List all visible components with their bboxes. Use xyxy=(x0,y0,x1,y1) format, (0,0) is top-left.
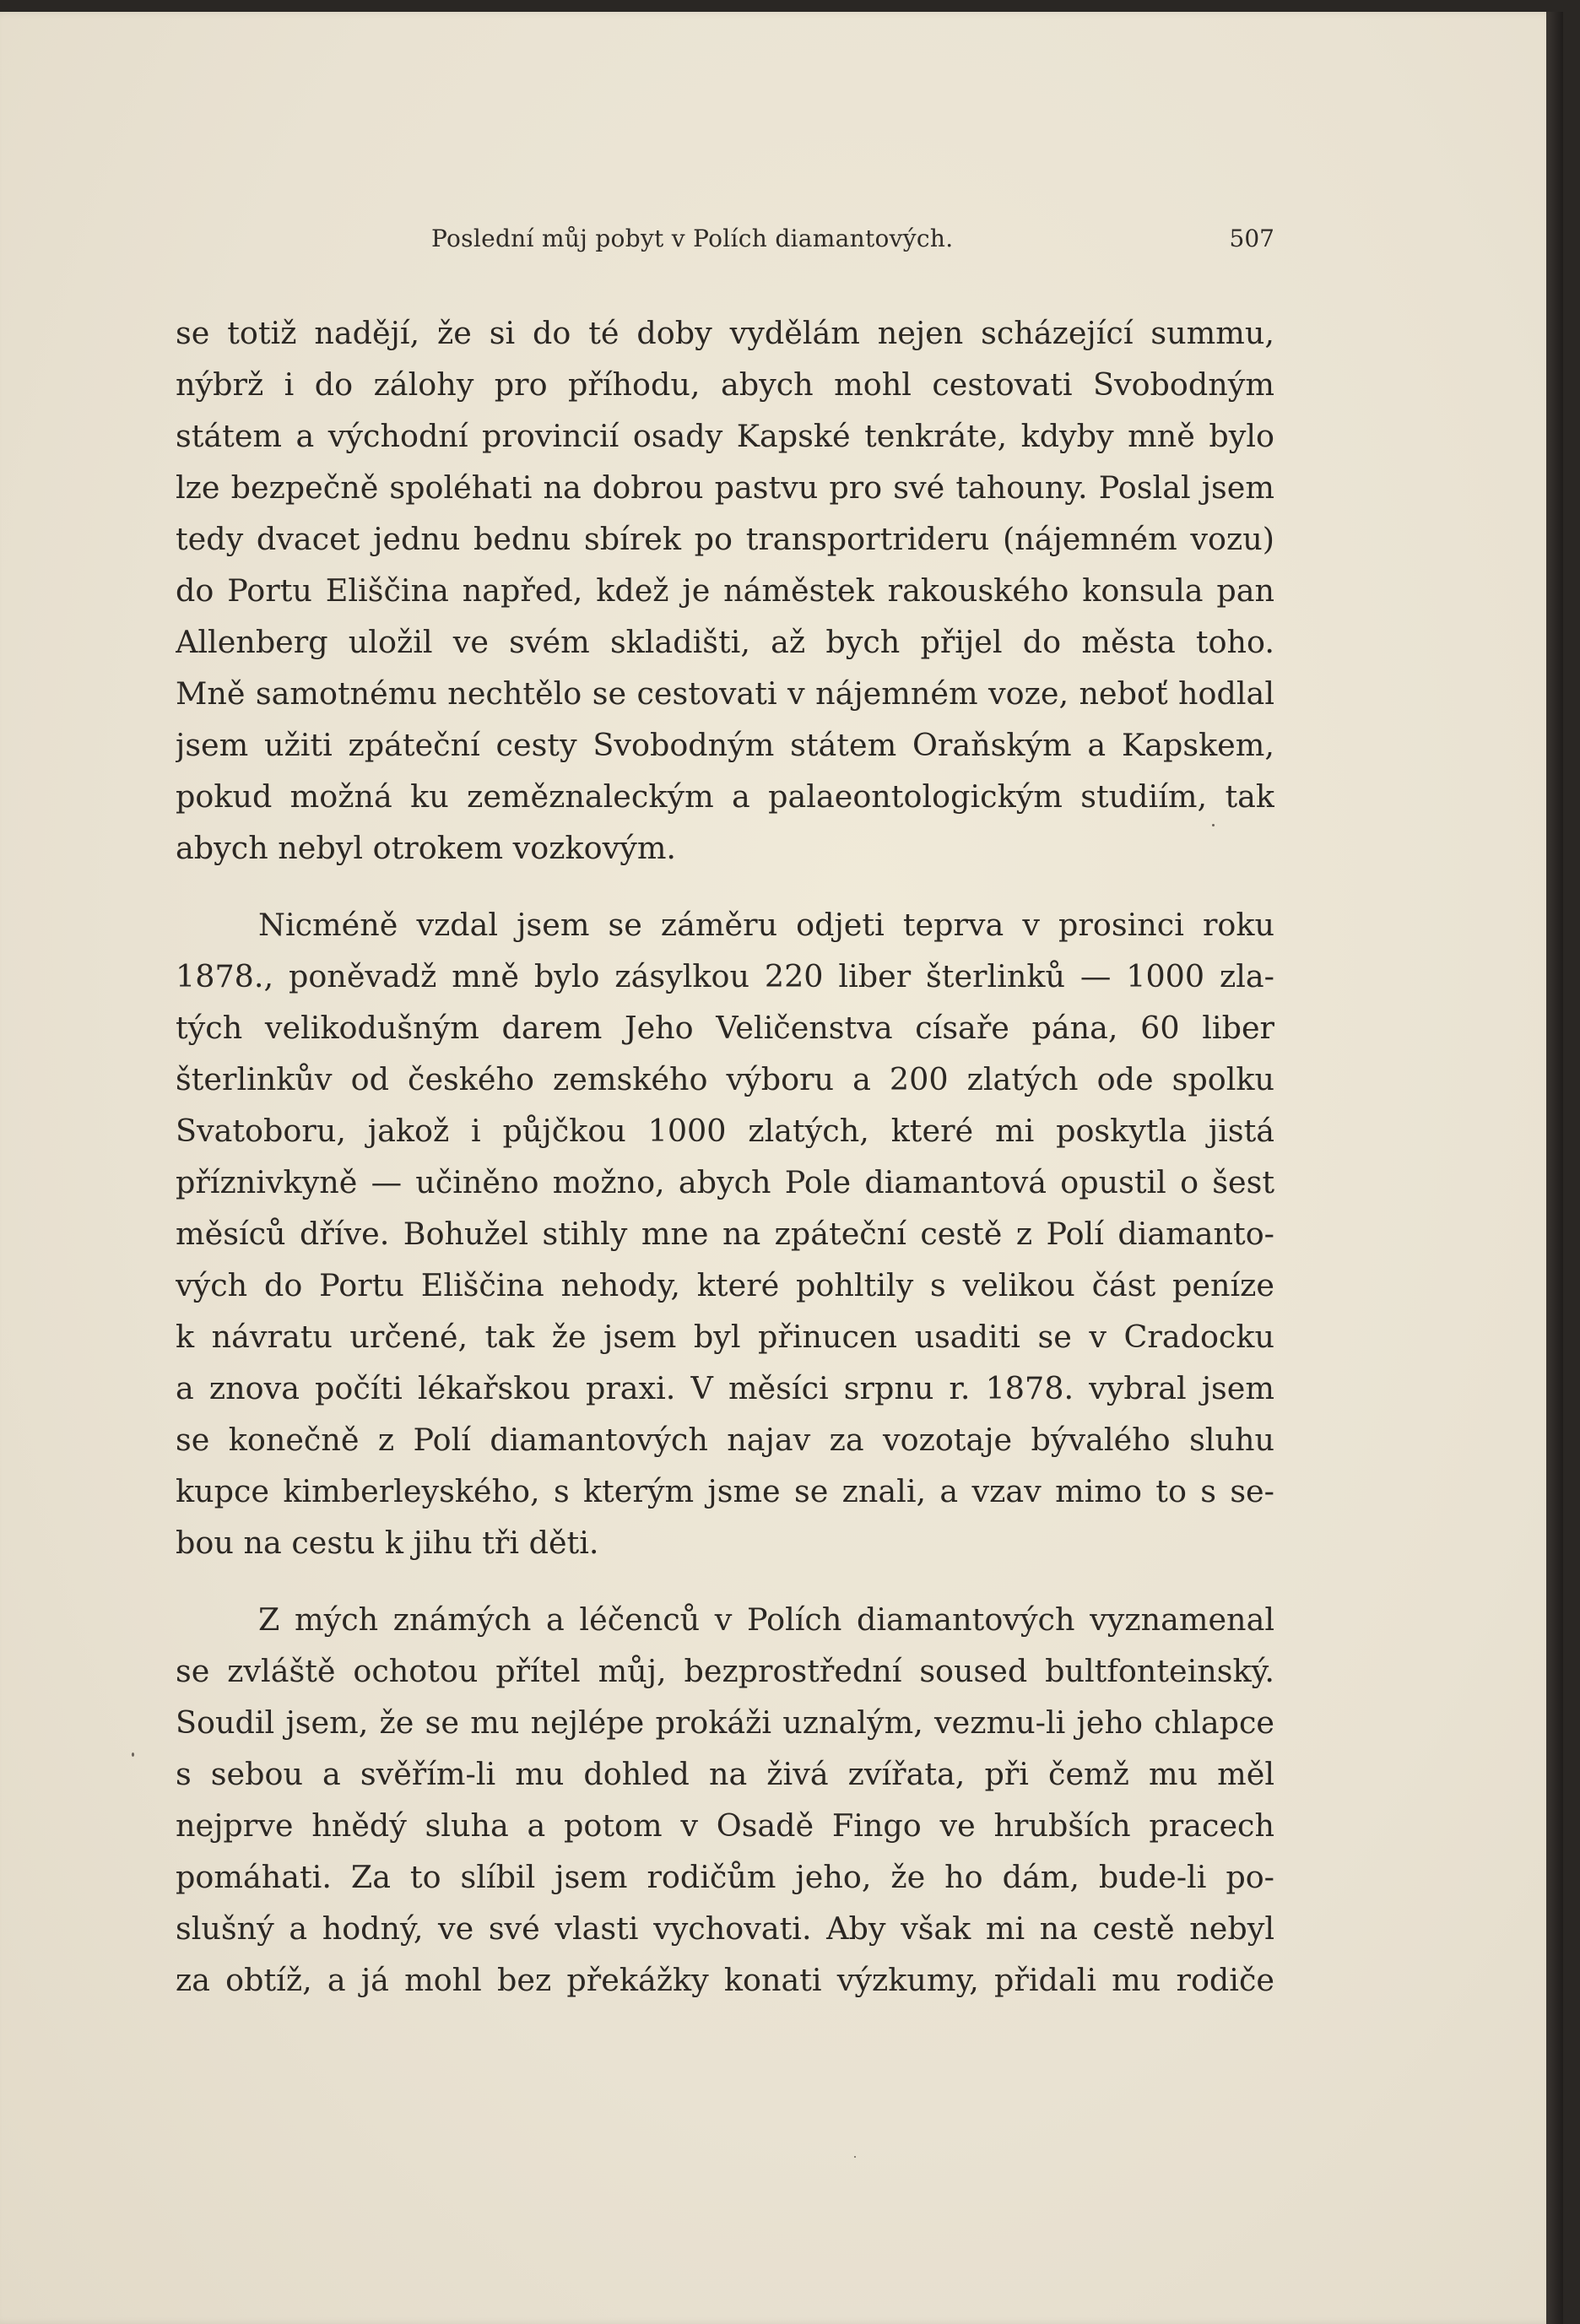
text-line: a znova počíti lékařskou praxi. V měsíci srpnu r. 1878. vybral jsem xyxy=(176,1370,1274,1406)
text-line: pokud možná ku zeměznaleckým a palaeontologickým studiím, tak xyxy=(176,778,1274,815)
text-line: za obtíž, a já mohl bez překážky konati výzkumy, přidali mu rodiče xyxy=(176,1962,1274,1998)
text-line: Mně samotnému nechtělo se cestovati v nájemném voze, neboť hodlal xyxy=(176,675,1274,712)
text-line: příznivkyně — učiněno možno, abych Pole diamantová opustil o šest xyxy=(176,1164,1274,1200)
text-line: tých velikodušným darem Jeho Veličenstva císaře pána, 60 liber xyxy=(176,1010,1274,1046)
text-line: 1878., poněvadž mně bylo zásylkou 220 liber šterlinků — 1000 zla- xyxy=(176,958,1274,994)
book-page xyxy=(0,12,1563,2324)
text-line: slušný a hodný, ve své vlasti vychovati. Aby však mi na cestě nebyl xyxy=(176,1910,1274,1947)
text-line: jsem užiti zpáteční cesty Svobodným státem Oraňským a Kapskem, xyxy=(176,727,1274,763)
paper-speck xyxy=(1212,824,1215,826)
text-line: do Portu Eliščina napřed, kdež je náměstek rakouského konsula pan xyxy=(176,572,1274,609)
text-line: abych nebyl otrokem vozkovým. xyxy=(176,830,677,866)
text-line: se zvláště ochotou přítel můj, bezprostřední soused bultfonteinský. xyxy=(176,1653,1274,1689)
text-line: Svatoboru, jakož i půjčkou 1000 zlatých, které mi poskytla jistá xyxy=(176,1113,1274,1149)
page-edge xyxy=(1546,12,1563,2324)
text-line: měsíců dříve. Bohužel stihly mne na zpáteční cestě z Polí diamanto- xyxy=(176,1216,1274,1252)
text-line: Nicméně vzdal jsem se záměru odjeti teprva v prosinci roku xyxy=(258,907,1274,943)
body-text xyxy=(176,307,1274,2006)
text-line: kupce kimberleyského, s kterým jsme se znali, a vzav mimo to s se- xyxy=(176,1473,1274,1509)
text-line: se totiž nadějí, že si do té doby vydělám nejen scházející summu, xyxy=(176,315,1274,351)
running-header xyxy=(176,225,1274,258)
text-line: pomáhati. Za to slíbil jsem rodičům jeho, že ho dám, bude-li po- xyxy=(176,1859,1274,1895)
text-line: nejprve hnědý sluha a potom v Osadě Fingo ve hrubších pracech xyxy=(176,1807,1274,1844)
page-number: 507 xyxy=(1229,225,1274,252)
text-line: bou na cestu k jihu tři děti. xyxy=(176,1525,599,1561)
paragraph-gap xyxy=(176,1568,1274,1594)
running-title: Poslední můj pobyt v Polích diamantových. xyxy=(431,225,954,252)
text-line: se konečně z Polí diamantových najav za vozotaje bývalého sluhu xyxy=(176,1422,1274,1458)
text-line: k návratu určené, tak že jsem byl přinucen usaditi se v Cradocku xyxy=(176,1319,1274,1355)
text-line: lze bezpečně spoléhati na dobrou pastvu pro své tahouny. Poslal jsem xyxy=(176,469,1274,506)
text-line: Soudil jsem, že se mu nejlépe prokáži uznalým, vezmu-li jeho chlapce xyxy=(176,1704,1274,1741)
text-line: s sebou a svěřím-li mu dohled na živá zvířata, při čemž mu měl xyxy=(176,1756,1274,1792)
text-line: státem a východní provincií osady Kapské tenkráte, kdyby mně bylo xyxy=(176,418,1274,454)
text-line: Z mých známých a léčenců v Polích diamantových vyznamenal xyxy=(258,1601,1274,1638)
paragraph-gap xyxy=(176,874,1274,899)
text-line: tedy dvacet jednu bednu sbírek po transportrideru (nájemném vozu) xyxy=(176,521,1274,557)
text-line: šterlinkův od českého zemského výboru a 200 zlatých ode spolku xyxy=(176,1061,1274,1097)
text-line: vých do Portu Eliščina nehody, které pohltily s velikou část peníze xyxy=(176,1267,1274,1303)
text-line: Allenberg uložil ve svém skladišti, až bych přijel do města toho. xyxy=(176,624,1274,660)
text-line: nýbrž i do zálohy pro příhodu, abych mohl cestovati Svobodným xyxy=(176,366,1274,403)
paper-speck xyxy=(854,2156,856,2158)
paper-speck xyxy=(132,1752,134,1757)
